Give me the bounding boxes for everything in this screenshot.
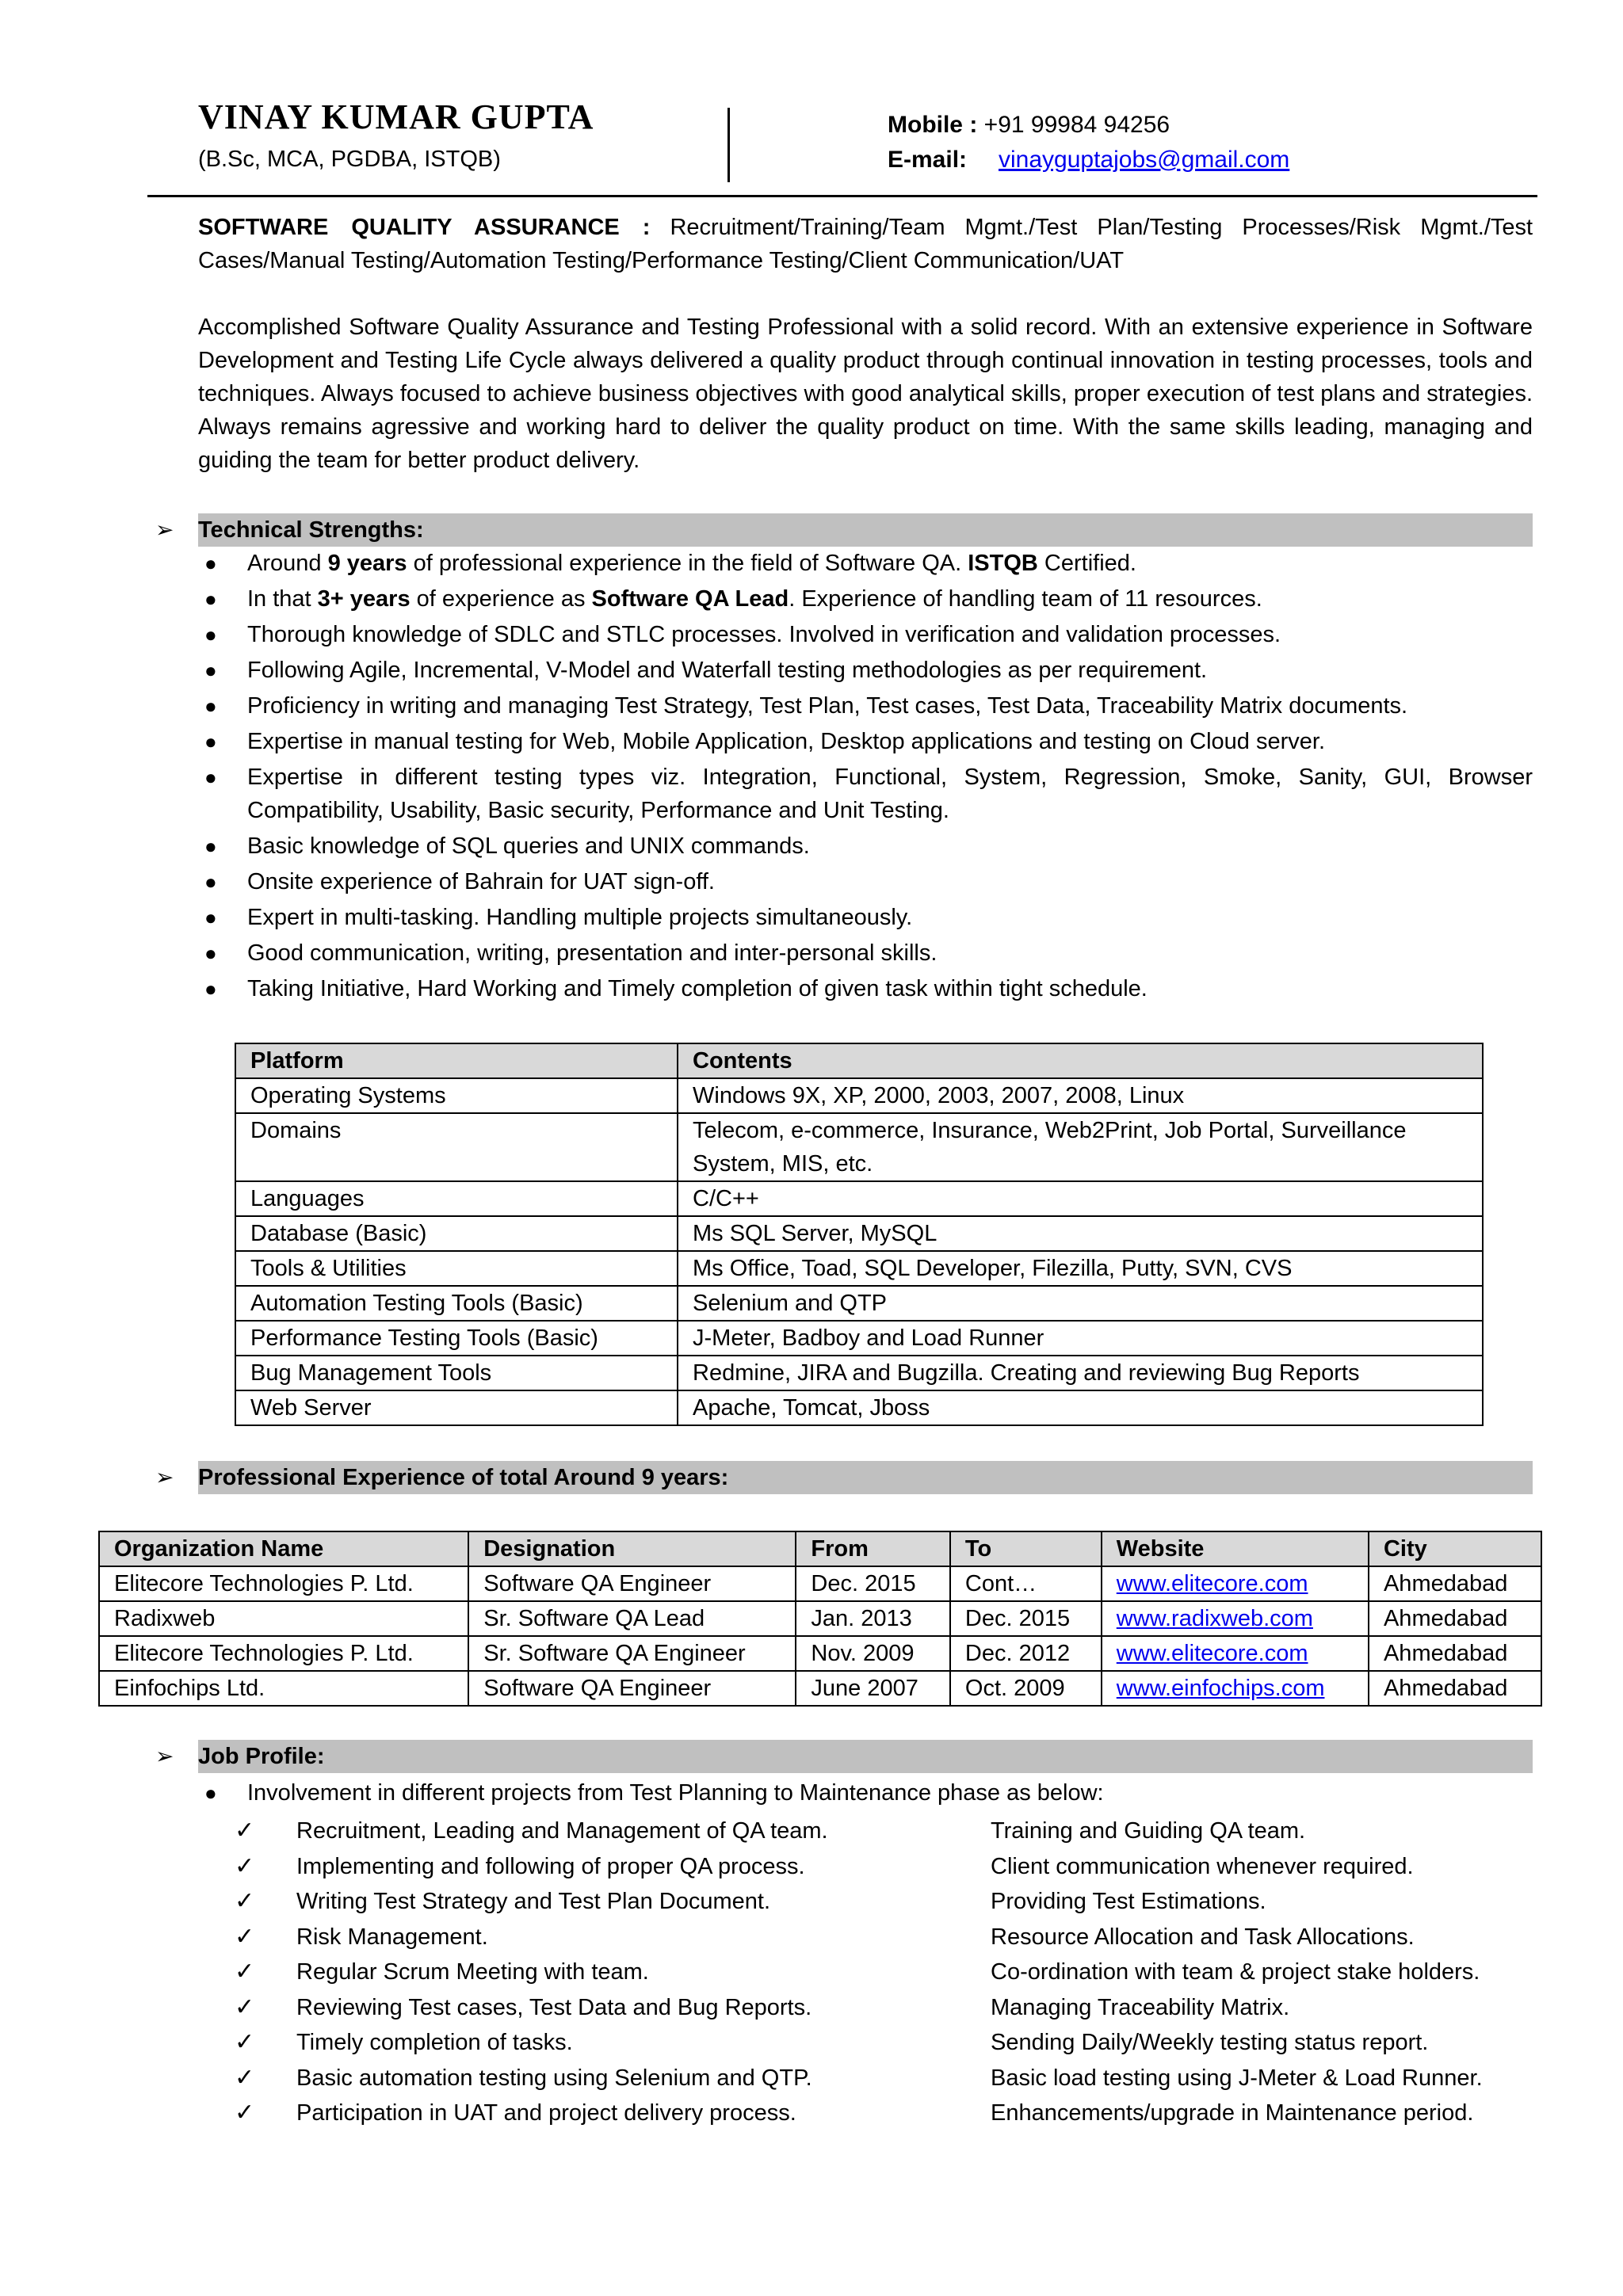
headline-text: Recruitment/Training/Team Mgmt./Test Plan/Testing Processes/Risk Mgmt./Test Cases/Manual Testing/Automation Testing/Performance Testing/Client Communication/UAT (198, 215, 1533, 273)
table-row: Elitecore Technologies P. Ltd. Software QA Engineer Dec. 2015 Cont… www.elitecore.com Ahmedabad (99, 1566, 1541, 1601)
check-icon: ✓ (235, 1923, 255, 1950)
table-row: Operating Systems Windows 9X, XP, 2000, 2003, 2007, 2008, Linux (235, 1078, 1483, 1113)
summary-paragraph: Accomplished Software Quality Assurance and Testing Professional with a solid record. With an extensive experience in Software Development and Testing Life Cycle always delivered a quality product through continual innovation in testing processes, tools and techniques. Always focused to achieve business objectives with good analytical skills, proper execution of test plans and strategies. Always remains agressive and working hard to deliver the quality product on time. With the same skills leading, managing and guiding the team for better product delivery. (198, 315, 1533, 473)
bullet-icon: ● (204, 730, 217, 753)
candidate-name: VINAY KUMAR GUPTA (198, 97, 594, 136)
arrow-bullet-icon: ➢ (155, 1744, 174, 1768)
check-icon: ✓ (235, 2029, 255, 2055)
bullet-icon: ● (204, 694, 217, 718)
table-row: Database (Basic) Ms SQL Server, MySQL (235, 1216, 1483, 1251)
section-title: Technical Strengths: (198, 517, 424, 543)
headline-label: SOFTWARE QUALITY ASSURANCE : (198, 215, 651, 240)
website-link[interactable]: www.einfochips.com (1116, 1676, 1325, 1701)
table-row: Domains Telecom, e-commerce, Insurance, Web2Print, Job Portal, Surveillance System, MIS, etc. (235, 1113, 1483, 1181)
bullet-icon: ● (204, 906, 217, 929)
list-item: ● Expertise in different testing types viz. Integration, Functional, System, Regression, Smoke, Sanity, GUI, Browser Compatibility, Usability, Basic security, Performance and Unit Testing. (198, 761, 1533, 827)
check-icon: ✓ (235, 2100, 255, 2126)
bullet-icon: ● (204, 941, 217, 965)
checklist-row: ✓ Risk Management. Resource Allocation and Task Allocations. (230, 1920, 1545, 1956)
column-header: To (950, 1531, 1102, 1566)
table-row: Einfochips Ltd. Software QA Engineer June 2007 Oct. 2009 www.einfochips.com Ahmedabad (99, 1671, 1541, 1706)
website-link[interactable]: www.elitecore.com (1116, 1641, 1308, 1666)
check-icon: ✓ (235, 1817, 255, 1844)
section-title: Professional Experience of total Around 9 years: (198, 1465, 729, 1490)
table-row: Automation Testing Tools (Basic) Selenium and QTP (235, 1286, 1483, 1321)
list-item: ● Expertise in manual testing for Web, Mobile Application, Desktop applications and testing on Cloud server. (198, 725, 1533, 758)
bullet-icon: ● (204, 1781, 217, 1805)
column-header: Contents (678, 1043, 1483, 1078)
checklist-row: ✓ Participation in UAT and project delivery process. Enhancements/upgrade in Maintenance period. (230, 2096, 1545, 2132)
job-profile-checklist (230, 1814, 1545, 2132)
table-header-row (99, 1531, 1541, 1566)
list-item: ● Good communication, writing, presentation and inter-personal skills. (198, 936, 1533, 970)
check-icon: ✓ (235, 1958, 255, 1985)
section-experience (155, 1461, 1533, 1494)
checklist-row: ✓ Regular Scrum Meeting with team. Co-ordination with team & project stake holders. (230, 1955, 1545, 1991)
arrow-bullet-icon: ➢ (155, 517, 174, 542)
check-icon: ✓ (235, 2064, 255, 2091)
mobile-row (888, 108, 1289, 143)
list-item: ● Involvement in different projects from Test Planning to Maintenance phase as below: (198, 1776, 1533, 1810)
table-row: Tools & Utilities Ms Office, Toad, SQL Developer, Filezilla, Putty, SVN, CVS (235, 1251, 1483, 1286)
checklist-row: ✓ Recruitment, Leading and Management of QA team. Training and Guiding QA team. (230, 1814, 1545, 1850)
list-item: ● Onsite experience of Bahrain for UAT sign-off. (198, 865, 1533, 898)
technical-list (198, 547, 1533, 1008)
email-label: E-mail: (888, 147, 968, 173)
section-bar (198, 1740, 1533, 1773)
website-link[interactable]: www.elitecore.com (1116, 1571, 1308, 1596)
list-item: ● Thorough knowledge of SDLC and STLC processes. Involved in verification and validation processes. (198, 618, 1533, 651)
checklist-row: ✓ Basic automation testing using Selenium and QTP. Basic load testing using J-Meter & Load Runner. (230, 2061, 1545, 2097)
section-title: Job Profile: (198, 1744, 325, 1769)
list-item: ● Following Agile, Incremental, V-Model and Waterfall testing methodologies as per requirement. (198, 654, 1533, 687)
checklist-row: ✓ Writing Test Strategy and Test Plan Document. Providing Test Estimations. (230, 1885, 1545, 1920)
bullet-icon: ● (204, 765, 217, 789)
check-icon: ✓ (235, 1852, 255, 1879)
bullet-icon: ● (204, 623, 217, 646)
bullet-icon: ● (204, 870, 217, 894)
checklist-row: ✓ Timely completion of tasks. Sending Daily/Weekly testing status report. (230, 2026, 1545, 2061)
check-icon: ✓ (235, 1888, 255, 1914)
headline (198, 211, 1533, 277)
table-row: Bug Management Tools Redmine, JIRA and Bugzilla. Creating and reviewing Bug Reports (235, 1356, 1483, 1390)
list-item: ● Basic knowledge of SQL queries and UNIX commands. (198, 830, 1533, 863)
job-profile-intro-list (198, 1776, 1533, 1812)
table-row: Elitecore Technologies P. Ltd. Sr. Software QA Engineer Nov. 2009 Dec. 2012 www.elitecore.com Ahmedabad (99, 1636, 1541, 1671)
skills-table (235, 1043, 1484, 1426)
experience-table (98, 1531, 1542, 1707)
table-row: Radixweb Sr. Software QA Lead Jan. 2013 Dec. 2015 www.radixweb.com Ahmedabad (99, 1601, 1541, 1636)
table-row: Languages C/C++ (235, 1181, 1483, 1216)
column-header: Platform (235, 1043, 678, 1078)
section-technical (155, 513, 1533, 547)
list-item: ● Proficiency in writing and managing Test Strategy, Test Plan, Test cases, Test Data, Traceability Matrix documents. (198, 689, 1533, 723)
table-row: Web Server Apache, Tomcat, Jboss (235, 1390, 1483, 1425)
column-header: Designation (468, 1531, 796, 1566)
header-divider (727, 108, 730, 182)
checklist-row: ✓ Reviewing Test cases, Test Data and Bug Reports. Managing Traceability Matrix. (230, 1991, 1545, 2027)
bullet-icon: ● (204, 658, 217, 682)
checklist-row: ✓ Implementing and following of proper QA process. Client communication whenever required. (230, 1850, 1545, 1886)
bullet-icon: ● (204, 551, 217, 575)
website-link[interactable]: www.radixweb.com (1116, 1606, 1313, 1631)
email-row (888, 143, 1289, 177)
check-icon: ✓ (235, 1993, 255, 2020)
table-header-row (235, 1043, 1483, 1078)
email-link[interactable]: vinayguptajobs@gmail.com (999, 147, 1290, 173)
qualifications: (B.Sc, MCA, PGDBA, ISTQB) (198, 147, 501, 172)
list-item: ● Around 9 years of professional experience in the field of Software QA. ISTQB Certified. (198, 547, 1533, 580)
list-item: ● In that 3+ years of experience as Software QA Lead. Experience of handling team of 11 resources. (198, 582, 1533, 616)
arrow-bullet-icon: ➢ (155, 1465, 174, 1489)
header-rule (147, 195, 1537, 197)
section-job-profile (155, 1740, 1533, 1773)
list-item: ● Taking Initiative, Hard Working and Timely completion of given task within tight schedule. (198, 972, 1533, 1005)
table-row: Performance Testing Tools (Basic) J-Meter, Badboy and Load Runner (235, 1321, 1483, 1356)
list-item: ● Expert in multi-tasking. Handling multiple projects simultaneously. (198, 901, 1533, 934)
bullet-icon: ● (204, 834, 217, 858)
bullet-icon: ● (204, 587, 217, 611)
mobile-value: +91 99984 94256 (983, 112, 1170, 138)
mobile-label: Mobile : (888, 112, 978, 138)
column-header: Organization Name (99, 1531, 468, 1566)
column-header: City (1369, 1531, 1541, 1566)
contact-block (888, 108, 1289, 177)
column-header: From (796, 1531, 950, 1566)
column-header: Website (1102, 1531, 1369, 1566)
bullet-icon: ● (204, 977, 217, 1001)
